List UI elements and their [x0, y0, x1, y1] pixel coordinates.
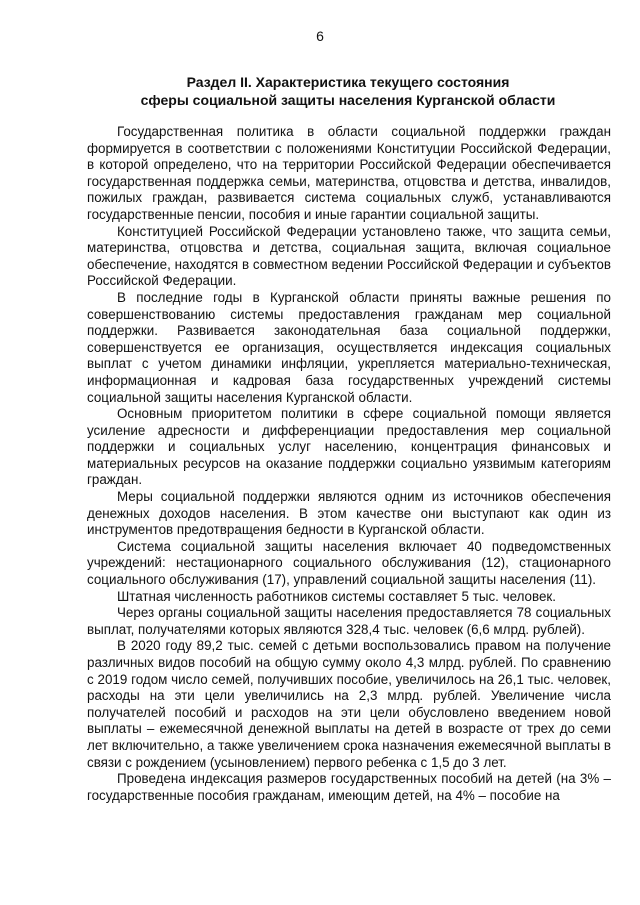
paragraph: В последние годы в Курганской области приняты важные решения по совершенствованию системы предоставления гражданам мер социальной поддержки. Развивается законодательная база социальной поддержки, совершенствуется ее организация, осуществляется индексация социальных выплат с учетом динамики инфляции, укрепляется материально-техническая, информационная и кадровая база государственных учреждений системы социальной защиты населения Курганской области.: [87, 289, 611, 405]
paragraph: Конституцией Российской Федерации установлено также, что защита семьи, материнства, отцовства и детства, социальная защита, включая социальное обеспечение, находятся в совместном ведении Российской Федерации и субъектов Российской Федерации.: [87, 223, 611, 289]
paragraph: Система социальной защиты населения включает 40 подведомственных учреждений: нестационарного социального обслуживания (12), стационарного социального обслуживания (17), управлений социальной защиты населения (11).: [87, 538, 611, 588]
document-body: [87, 124, 611, 804]
paragraph: Меры социальной поддержки являются одним из источников обеспечения денежных доходов населения. В этом качестве они выступают как один из инструментов предотвращения бедности в Курганской области.: [87, 489, 611, 538]
section-title: [60, 73, 636, 109]
paragraph: В 2020 году 89,2 тыс. семей с детьми воспользовались правом на получение различных видов пособий на общую сумму около 4,3 млрд. рублей. По сравнению с 2019 годом число семей, получивших пособие, увеличилось на 26,1 тыс. человек, расходы на эти цели увеличились на 2,3 млрд. рублей. Увеличение числа получателей пособий и расходов на эти цели обусловлено введением новой выплаты – ежемесячной денежной выплаты на детей в возрасте от трех до семи лет включительно, а также увеличением срока назначения ежемесячной выплаты в связи с рождением (усыновлением) первого ребенка с 1,5 до 3 лет.: [87, 638, 611, 770]
paragraph: Проведена индексация размеров государственных пособий на детей (на 3% – государственные пособия гражданам, имеющим детей, на 4% – пособие на: [87, 771, 611, 803]
paragraph: Штатная численность работников системы составляет 5 тыс. человек.: [117, 588, 556, 604]
paragraph: Через органы социальной защиты населения предоставляется 78 социальных выплат, получателями которых являются 328,4 тыс. человек (6,6 млрд. рублей).: [87, 605, 611, 637]
section-title-line-1: Раздел II. Характеристика текущего состояния: [186, 74, 510, 90]
page-number: 6: [316, 28, 324, 44]
section-title-line-2: сферы социальной защиты населения Курганской области: [140, 92, 556, 108]
paragraph: Основным приоритетом политики в сфере социальной помощи является усиление адресности и дифференциации предоставления мер социальной поддержки и социальных услуг населению, концентрация финансовых и материальных ресурсов на оказание поддержки социально уязвимым категориям граждан.: [87, 406, 611, 488]
paragraph: Государственная политика в области социальной поддержки граждан формируется в соответствии с положениями Конституции Российской Федерации, в которой определено, что на территории Российской Федерации обеспечивается государственная поддержка семьи, материнства, отцовства и детства, инвалидов, пожилых граждан, развивается система социальных служб, устанавливаются государственные пенсии, пособия и иные гарантии социальной защиты.: [87, 124, 611, 222]
